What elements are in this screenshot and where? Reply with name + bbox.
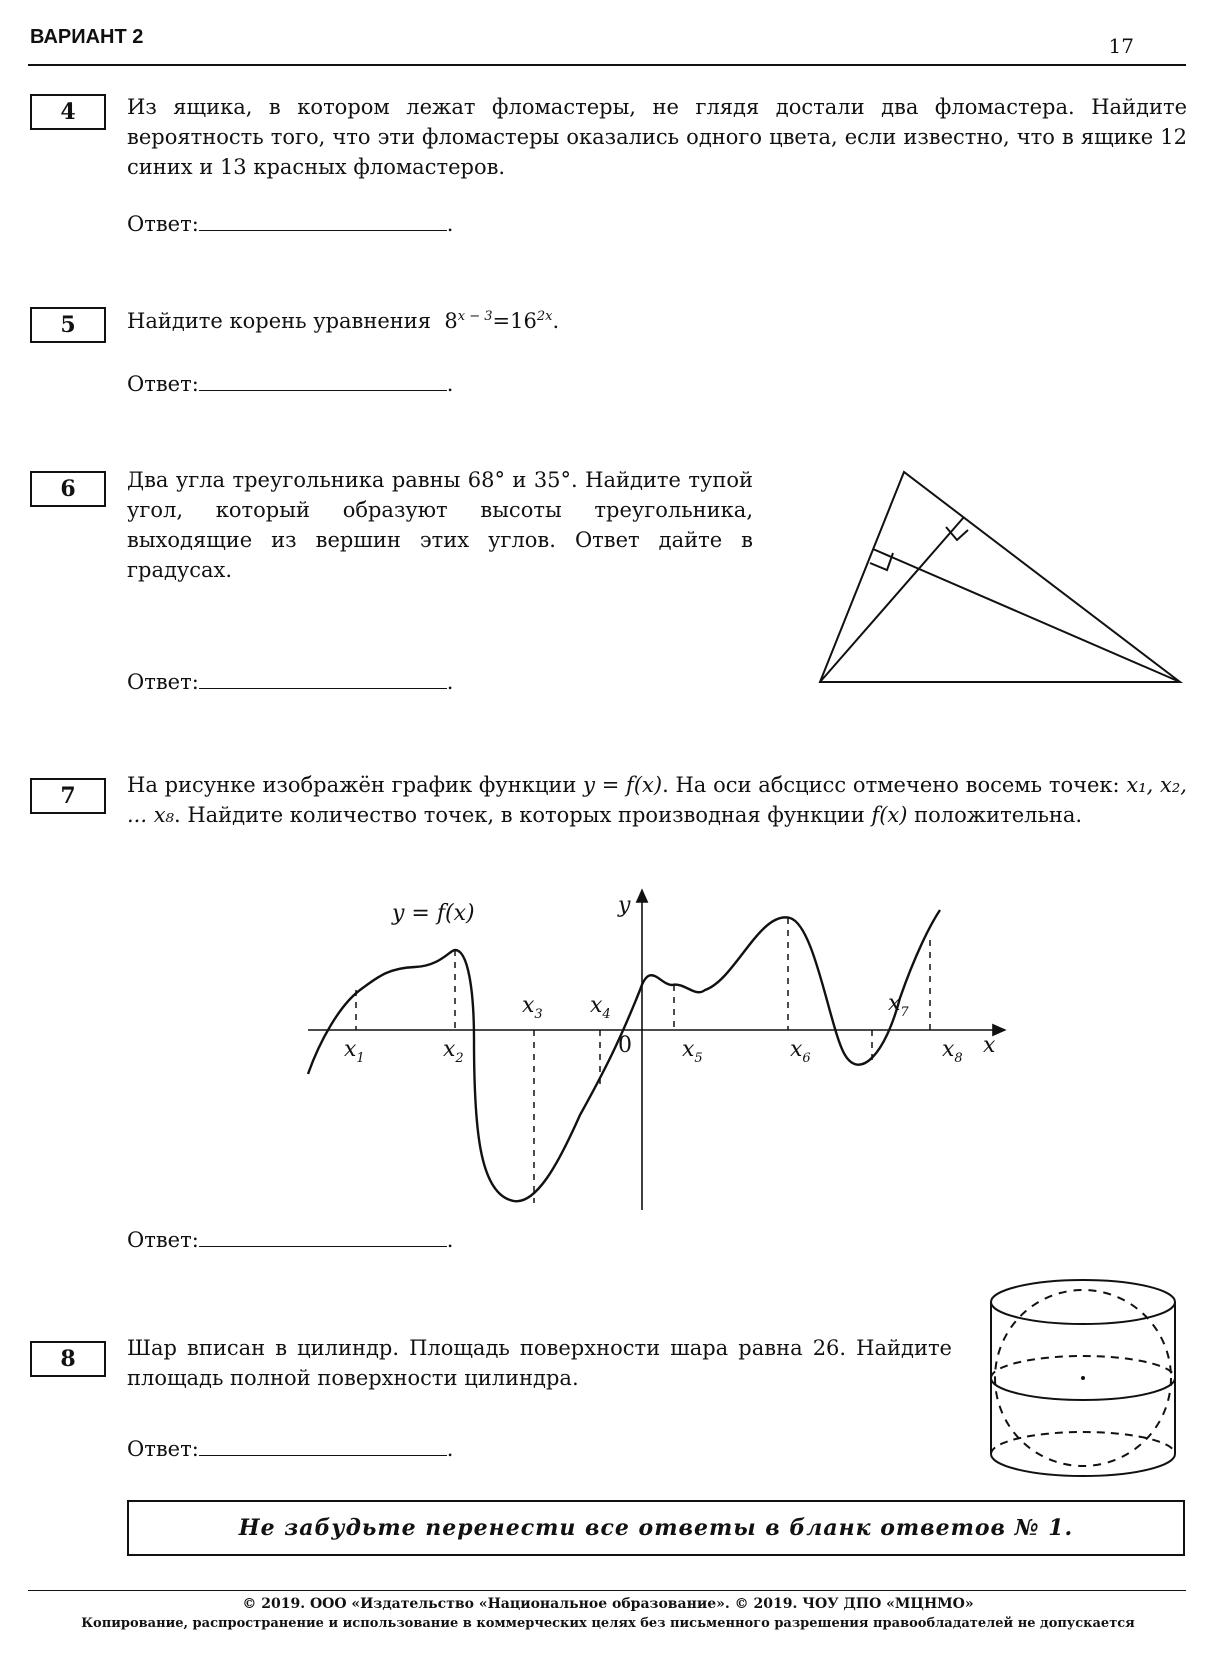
task-7-part-1: На рисунке изображён график функции — [127, 773, 584, 797]
point-label-x5: $x_5$ — [682, 1037, 703, 1066]
triangle — [820, 472, 1180, 682]
x-axis-label: x — [983, 1033, 996, 1058]
answer-field[interactable] — [199, 1228, 447, 1247]
footer-copyright: © 2019. ООО «Издательство «Национальное образование». © 2019. ЧОУ ДПО «МЦНМО» — [242, 1596, 974, 1612]
task-7-points: x₁, x₂, ... x₈ — [127, 773, 1187, 827]
task-number-7: 7 — [30, 778, 106, 814]
answer-field[interactable] — [199, 372, 447, 391]
answer-field[interactable] — [199, 1437, 447, 1456]
footer-notice: Копирование, распространение и использование в коммерческих целях без письменного разрешения правообладателей не допускается — [81, 1616, 1135, 1631]
task-4-answer — [127, 212, 453, 236]
point-label-x6: $x_6$ — [790, 1037, 811, 1066]
sphere-center — [1081, 1376, 1085, 1380]
point-label-x1: $x_1$ — [344, 1037, 365, 1066]
function-graph — [300, 880, 1020, 1220]
answer-label: Ответ: — [127, 212, 199, 236]
altitude-from-left — [820, 517, 964, 682]
triangle-figure — [810, 460, 1190, 690]
task-7-part-4: положительна. — [907, 803, 1083, 827]
page-number: 17 — [1108, 34, 1134, 58]
task-4-text: Из ящика, в котором лежат фломастеры, не глядя достали два фломастера. Найдите вероятность того, что эти фломастеры оказались одного цвета, если известно, что в ящике 12 синих и 13 красных фломастеров. — [127, 95, 1187, 179]
header-divider — [28, 64, 1186, 66]
answer-label: Ответ: — [127, 1437, 199, 1461]
task-5-answer — [127, 372, 453, 396]
answer-field[interactable] — [199, 212, 447, 231]
answer-end: . — [446, 372, 454, 396]
task-number-6: 6 — [30, 471, 106, 507]
equation-equals: = — [492, 309, 511, 333]
reminder-box: Не забудьте перенести все ответы в бланк ответов № 1. — [127, 1500, 1185, 1556]
task-7-function: y = f(x) — [583, 773, 663, 797]
task-6-answer — [127, 670, 453, 694]
task-7-text — [127, 770, 1187, 830]
answer-label: Ответ: — [127, 1228, 199, 1252]
equation-base-2: 16 — [510, 309, 537, 333]
equation-base-1: 8 — [444, 309, 458, 333]
task-8-text: Шар вписан в цилиндр. Площадь поверхности шара равна 26. Найдите площадь полной поверхности цилиндра. — [127, 1336, 952, 1390]
answer-field[interactable] — [199, 670, 447, 689]
answer-label: Ответ: — [127, 372, 199, 396]
task-6-text: Два угла треугольника равны 68° и 35°. Найдите тупой угол, который образуют высоты треугольника, выходящие из вершин этих углов. Ответ дайте в градусах. — [127, 468, 753, 582]
point-label-x4: $x_4$ — [590, 993, 611, 1022]
point-label-x2: $x_2$ — [443, 1037, 464, 1066]
sphere-equator-back — [991, 1356, 1175, 1378]
task-7-part-2: . На оси абсцисс отмечено восемь точек: — [662, 773, 1127, 797]
task-5-text — [127, 302, 1187, 336]
point-label-x7: $x_7$ — [888, 991, 909, 1020]
answer-end: . — [446, 670, 454, 694]
task-number-8: 8 — [30, 1341, 106, 1377]
task-number-4: 4 — [30, 94, 106, 130]
y-axis-label: y — [618, 893, 631, 918]
variant-title: ВАРИАНТ 2 — [30, 26, 144, 48]
answer-label: Ответ: — [127, 670, 199, 694]
task-7-answer — [127, 1228, 453, 1252]
curve-label: y = f(x) — [392, 901, 475, 926]
task-5-prefix: Найдите корень уравнения — [127, 309, 432, 333]
footer-divider — [28, 1590, 1186, 1591]
equation-exponent-1: x − 3 — [457, 309, 493, 324]
answer-end: . — [446, 1228, 454, 1252]
task-7-function-2: f(x) — [871, 803, 908, 827]
cylinder-bottom-back — [991, 1432, 1175, 1454]
task-7-part-3: . Найдите количество точек, в которых производная функции — [173, 803, 872, 827]
answer-end: . — [446, 1437, 454, 1461]
point-label-x8: $x_8$ — [942, 1037, 963, 1066]
sphere-equator-front — [991, 1378, 1175, 1400]
cylinder-sphere-figure — [990, 1274, 1190, 1484]
task-5-suffix: . — [552, 309, 560, 333]
point-label-x3: $x_3$ — [522, 993, 543, 1022]
origin-label: 0 — [618, 1033, 632, 1058]
task-number-5: 5 — [30, 307, 106, 343]
answer-end: . — [446, 212, 454, 236]
equation-exponent-2: 2x — [536, 309, 553, 324]
task-8-answer — [127, 1437, 453, 1461]
altitude-from-right — [873, 549, 1180, 682]
cylinder-bottom-front — [991, 1454, 1175, 1476]
